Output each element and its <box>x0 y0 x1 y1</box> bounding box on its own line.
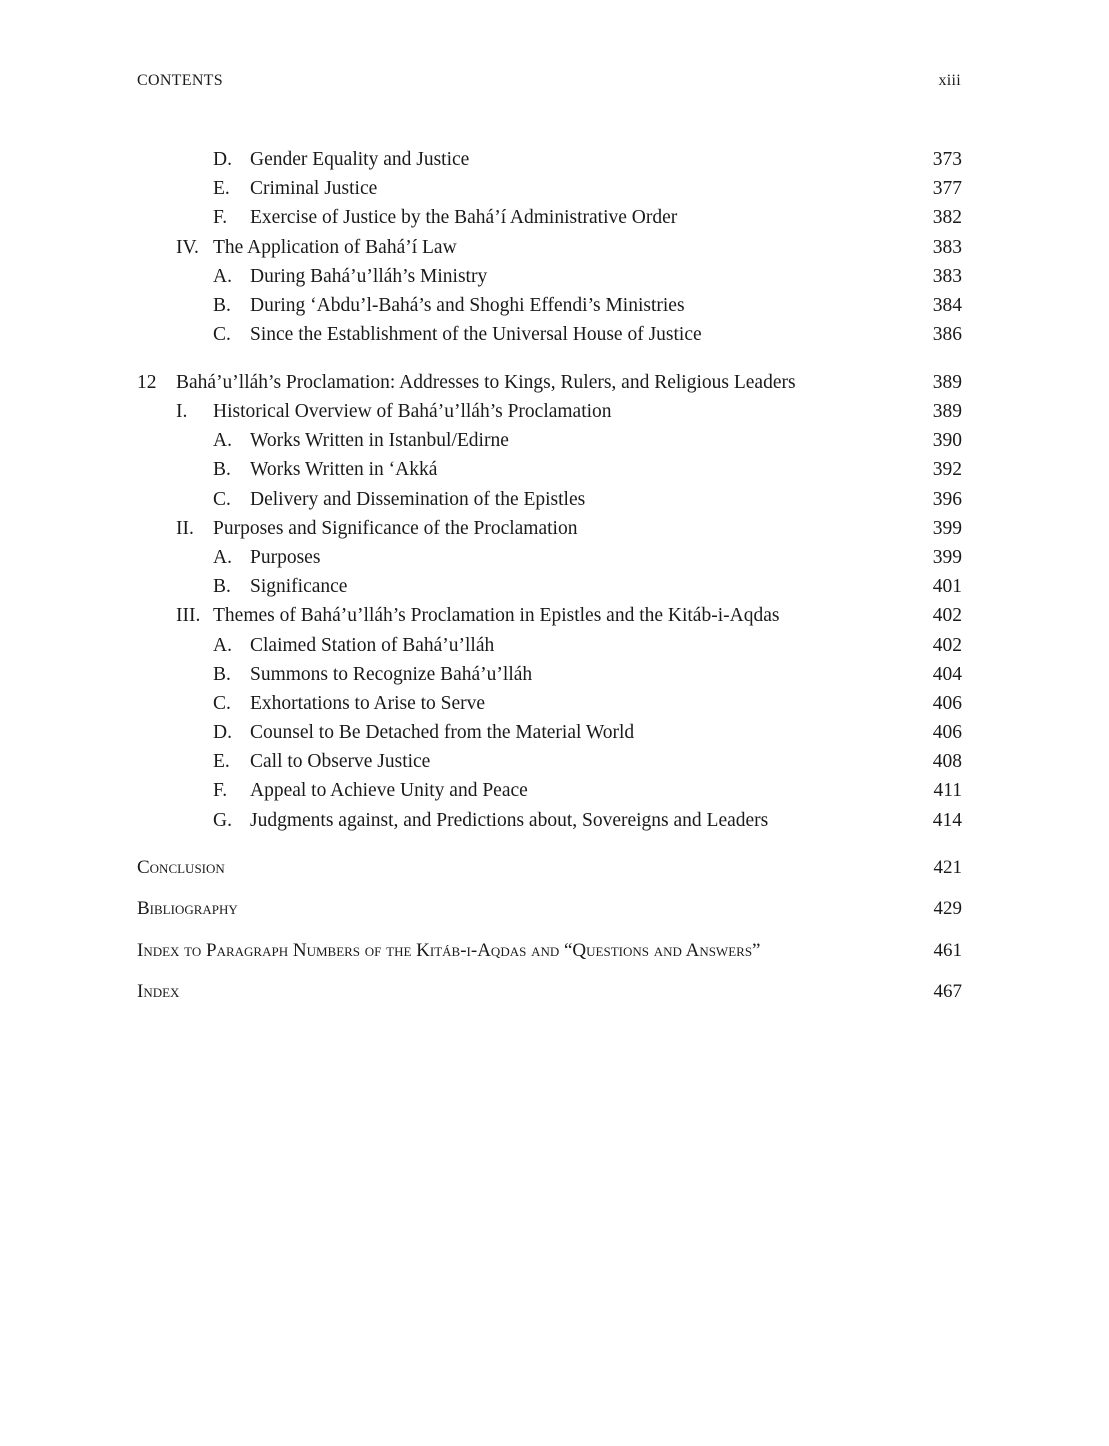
toc-back-matter-paragraph-index <box>137 930 962 972</box>
toc-entry <box>137 145 962 174</box>
toc-entry-title: Significance <box>250 576 348 598</box>
toc-section-page: 399 <box>932 517 962 539</box>
toc-back-matter-index <box>137 971 962 1013</box>
toc-entry-page: 402 <box>932 634 962 656</box>
toc-entry-page: 414 <box>932 809 962 831</box>
toc-back-matter-title: Bibliography <box>137 898 238 920</box>
toc-entry <box>137 262 962 291</box>
toc-entry-marker: A. <box>213 546 232 568</box>
toc-section <box>137 233 962 262</box>
toc-entry-page: 383 <box>932 265 962 287</box>
toc-entry-marker: G. <box>213 809 232 831</box>
toc-section-page: 389 <box>932 401 962 422</box>
toc-entry-page: 411 <box>933 780 962 802</box>
toc-entry-page: 386 <box>932 324 962 346</box>
toc-entry <box>137 320 962 349</box>
toc-section <box>137 397 962 426</box>
toc-entry-marker: F. <box>213 780 228 802</box>
toc-entry <box>137 291 962 320</box>
toc-entry-page: 406 <box>932 692 962 714</box>
toc-entry-title: Judgments against, and Predictions about, Sovereigns and Leaders <box>250 809 769 831</box>
toc-entry-title: Exhortations to Arise to Serve <box>250 692 486 714</box>
toc-entry-page: 382 <box>932 207 962 229</box>
toc-entry-title: During Bahá’u’lláh’s Ministry <box>250 265 488 287</box>
toc-entry <box>137 174 962 203</box>
toc-back-matter-title: Conclusion <box>137 856 225 878</box>
back-matter-spacer <box>137 835 962 847</box>
toc-back-matter-page: 429 <box>933 898 962 920</box>
toc-entry-marker: B. <box>213 663 231 685</box>
toc-entry-marker: F. <box>213 207 228 229</box>
toc-back-matter-page: 421 <box>933 856 962 878</box>
toc-entry-page: 373 <box>932 149 962 170</box>
toc-entry-marker: A. <box>213 430 232 452</box>
toc-entry-marker: B. <box>213 459 231 481</box>
toc-entry-title: Purposes <box>250 546 321 568</box>
toc-section-title: Historical Overview of Bahá’u’lláh’s Proclamation <box>213 401 612 422</box>
toc-entry <box>137 426 962 455</box>
toc-entry-title: Claimed Station of Bahá’u’lláh <box>250 634 495 656</box>
toc-entry-page: 406 <box>932 722 962 744</box>
toc-entry <box>137 543 962 572</box>
toc-chapter-number: 12 <box>137 371 157 393</box>
toc-entry-title: Exercise of Justice by the Bahá’í Administrative Order <box>250 207 678 229</box>
toc-section-page: 383 <box>932 236 962 258</box>
toc-entry-marker: D. <box>213 149 232 170</box>
toc-entry-marker: E. <box>213 751 230 773</box>
toc-entry-title: Since the Establishment of the Universal House of Justice <box>250 324 702 346</box>
toc-entry-title: Gender Equality and Justice <box>250 149 470 170</box>
toc-section-marker: II. <box>176 517 194 539</box>
toc-entry-marker: A. <box>213 265 232 287</box>
toc-entry-title: Call to Observe Justice <box>250 751 431 773</box>
toc-entry-title: Appeal to Achieve Unity and Peace <box>250 780 528 802</box>
toc-entry <box>137 806 962 835</box>
toc-back-matter-title: Index to Paragraph Numbers of the Kitáb-i-Aqdas and “Questions and Answers” <box>137 939 761 961</box>
toc-entry-marker: C. <box>213 324 231 346</box>
toc-section-marker: I. <box>176 401 188 422</box>
toc-entry-page: 384 <box>932 294 962 316</box>
toc-back-matter-bibliography <box>137 888 962 930</box>
toc-entry-page: 377 <box>932 178 962 200</box>
toc-entry-marker: E. <box>213 178 230 200</box>
toc-section-title: Themes of Bahá’u’lláh’s Proclamation in Epistles and the Kitáb-i-Aqdas <box>213 605 780 627</box>
toc-chapter-title: Bahá’u’lláh’s Proclamation: Addresses to Kings, Rulers, and Religious Leaders <box>176 371 796 393</box>
toc-entry-page: 392 <box>932 459 962 481</box>
toc-chapter <box>137 368 962 397</box>
toc-entry-title: Criminal Justice <box>250 178 378 200</box>
toc-entry <box>137 689 962 718</box>
toc-section-marker: III. <box>176 605 201 627</box>
toc-back-matter-page: 461 <box>933 939 962 961</box>
toc-chapter-page: 389 <box>932 371 962 393</box>
toc-entry-marker: B. <box>213 294 231 316</box>
toc-entry-marker: A. <box>213 634 232 656</box>
toc-entry-marker: D. <box>213 722 232 744</box>
toc-entry-page: 401 <box>932 576 962 598</box>
toc-entry-marker: C. <box>213 488 231 510</box>
toc-entry-title: Works Written in ‘Akká <box>250 459 438 481</box>
table-of-contents <box>137 145 962 1013</box>
toc-entry-title: During ‘Abdu’l-Bahá’s and Shoghi Effendi’s Ministries <box>250 294 685 316</box>
toc-entry-marker: C. <box>213 692 231 714</box>
toc-entry <box>137 631 962 660</box>
toc-entry <box>137 485 962 514</box>
toc-entry <box>137 776 962 805</box>
chapter-spacer <box>137 349 962 368</box>
toc-entry-page: 396 <box>932 488 962 510</box>
toc-back-matter-conclusion <box>137 847 962 889</box>
page-number: xiii <box>938 72 961 89</box>
toc-section-page: 402 <box>932 605 962 627</box>
toc-section-marker: IV. <box>176 236 199 258</box>
toc-entry-title: Counsel to Be Detached from the Material World <box>250 722 635 744</box>
toc-entry-marker: B. <box>213 576 231 598</box>
running-head <box>137 72 961 94</box>
toc-entry-page: 404 <box>932 663 962 685</box>
toc-back-matter-title: Index <box>137 981 180 1003</box>
toc-section-title: The Application of Bahá’í Law <box>213 236 457 258</box>
toc-entry <box>137 572 962 601</box>
toc-entry <box>137 718 962 747</box>
toc-entry <box>137 747 962 776</box>
toc-entry-title: Delivery and Dissemination of the Epistles <box>250 488 586 510</box>
running-head-title: CONTENTS <box>137 72 223 89</box>
toc-entry-page: 390 <box>932 430 962 452</box>
toc-section <box>137 514 962 543</box>
toc-entry <box>137 203 962 232</box>
toc-entry <box>137 455 962 484</box>
toc-entry-title: Works Written in Istanbul/Edirne <box>250 430 509 452</box>
toc-entry-page: 408 <box>932 751 962 773</box>
toc-entry-page: 399 <box>932 546 962 568</box>
toc-entry-title: Summons to Recognize Bahá’u’lláh <box>250 663 533 685</box>
toc-back-matter-page: 467 <box>933 981 962 1003</box>
toc-section <box>137 601 962 630</box>
toc-entry <box>137 660 962 689</box>
toc-section-title: Purposes and Significance of the Proclamation <box>213 517 578 539</box>
